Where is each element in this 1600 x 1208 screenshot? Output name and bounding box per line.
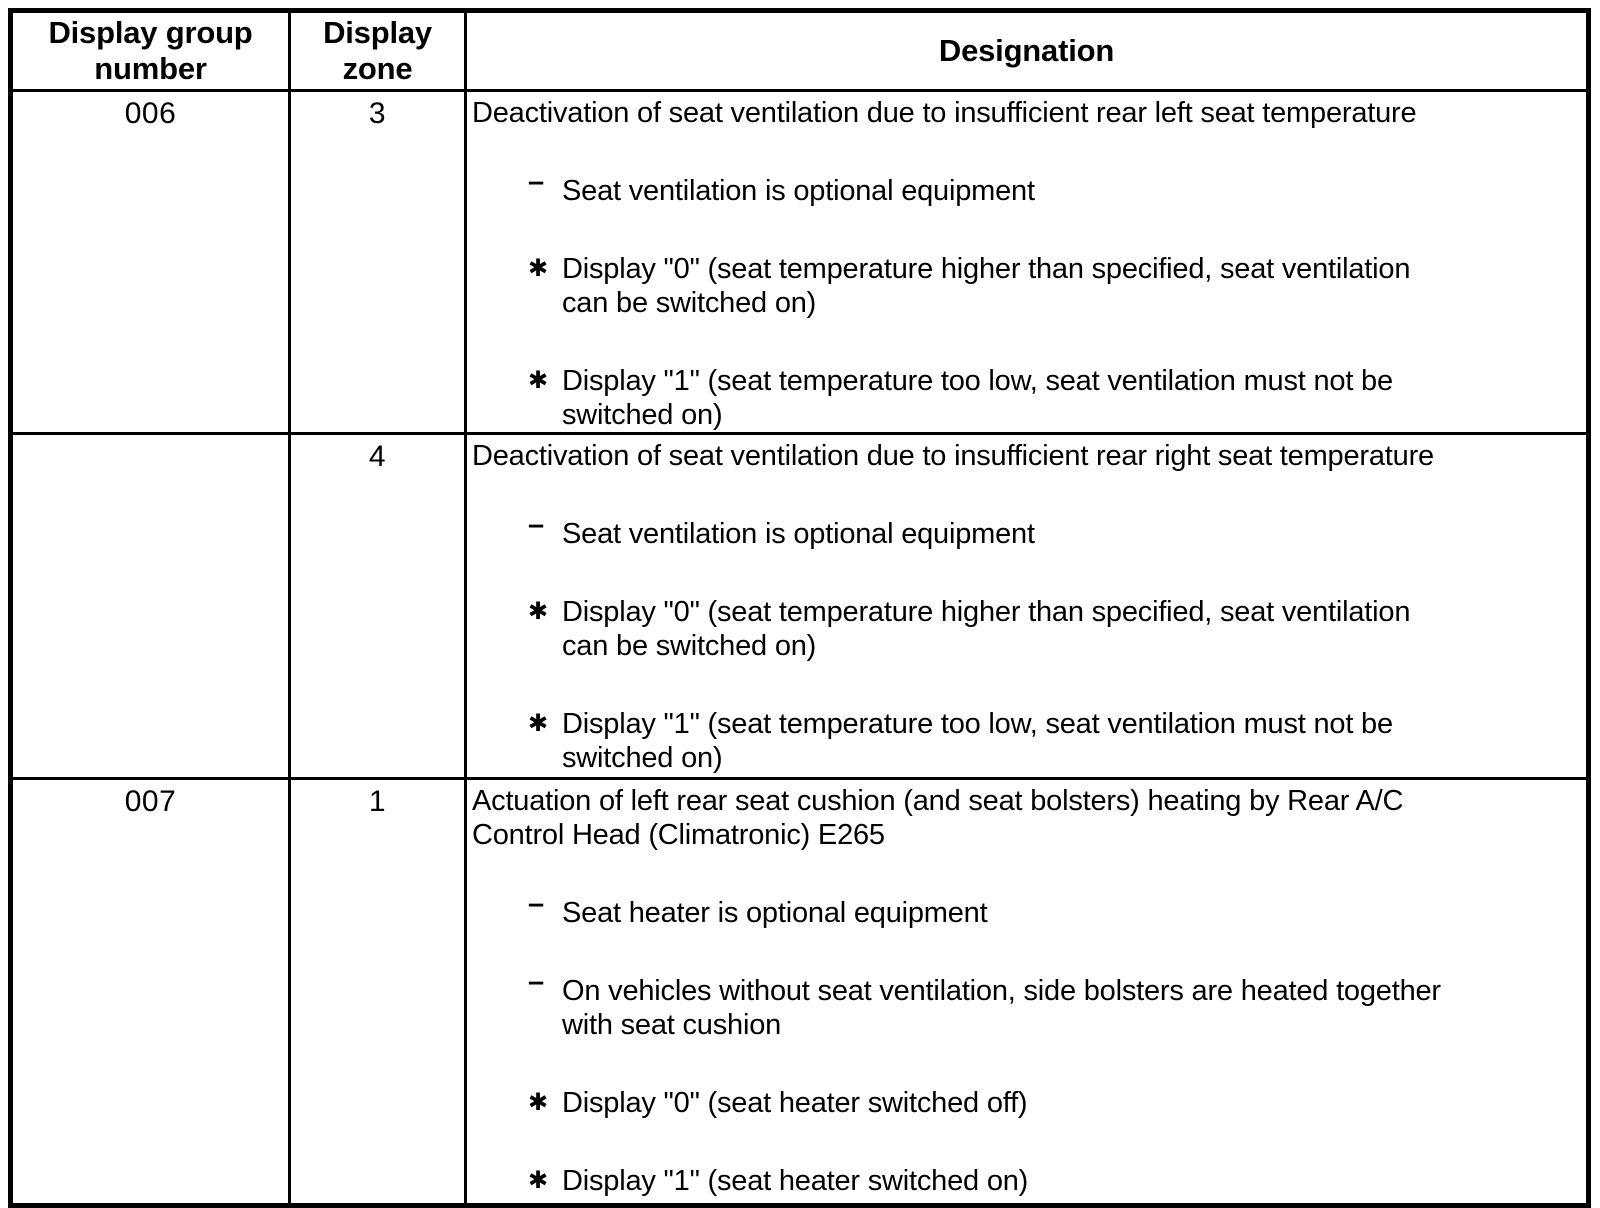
header-display-zone: Display zone bbox=[290, 11, 466, 91]
designation-title: Deactivation of seat ventilation due to insufficient rear right seat temperature bbox=[472, 439, 1578, 473]
dash-bullet-icon: – bbox=[528, 165, 562, 199]
star-bullet-icon: ✱ bbox=[528, 707, 562, 775]
table-row bbox=[11, 779, 1589, 1206]
list-item-text: On vehicles without seat ventilation, side bolsters are heated together with seat cushion bbox=[562, 974, 1578, 1042]
header-display-group-number: Display group number bbox=[11, 11, 290, 91]
designation-title: Deactivation of seat ventilation due to insufficient rear left seat temperature bbox=[472, 96, 1578, 130]
display-zone-cell: 4 bbox=[290, 434, 466, 779]
list-item-text: Display "1" (seat temperature too low, seat ventilation must not be switched on) bbox=[562, 364, 1578, 432]
list-item bbox=[472, 974, 1578, 1042]
list-item-text: Seat ventilation is optional equipment bbox=[562, 517, 1578, 551]
dash-bullet-icon: – bbox=[528, 508, 562, 542]
list-item bbox=[472, 517, 1578, 551]
list-item-text: Display "1" (seat temperature too low, seat ventilation must not be switched on) bbox=[562, 707, 1578, 775]
star-bullet-icon: ✱ bbox=[528, 1086, 562, 1120]
display-zone-cell: 1 bbox=[290, 779, 466, 1206]
star-bullet-icon: ✱ bbox=[528, 364, 562, 432]
dash-bullet-icon: – bbox=[528, 965, 562, 1033]
list-item bbox=[472, 896, 1578, 930]
list-item-text: Display "0" (seat temperature higher than specified, seat ventilation can be switched on) bbox=[562, 595, 1578, 663]
list-item-text: Display "0" (seat temperature higher than specified, seat ventilation can be switched on) bbox=[562, 252, 1578, 320]
display-group-number-cell: 006 bbox=[11, 91, 290, 434]
list-item-text: Display "0" (seat heater switched off) bbox=[562, 1086, 1578, 1120]
designation-cell bbox=[466, 779, 1589, 1206]
table-header-row bbox=[11, 11, 1589, 91]
display-group-number-cell bbox=[11, 434, 290, 779]
list-item-text: Seat ventilation is optional equipment bbox=[562, 174, 1578, 208]
header-designation: Designation bbox=[466, 11, 1589, 91]
table-row bbox=[11, 91, 1589, 434]
designation-cell bbox=[466, 434, 1589, 779]
star-bullet-icon: ✱ bbox=[528, 1164, 562, 1198]
star-bullet-icon: ✱ bbox=[528, 252, 562, 320]
display-zone-cell: 3 bbox=[290, 91, 466, 434]
list-item-text: Display "1" (seat heater switched on) bbox=[562, 1164, 1578, 1198]
list-item bbox=[472, 1164, 1578, 1198]
display-groups-table bbox=[8, 8, 1591, 1208]
dash-bullet-icon: – bbox=[528, 887, 562, 921]
display-group-number-cell: 007 bbox=[11, 779, 290, 1206]
list-item bbox=[472, 1086, 1578, 1120]
list-item bbox=[472, 595, 1578, 663]
list-item-text: Seat heater is optional equipment bbox=[562, 896, 1578, 930]
list-item bbox=[472, 364, 1578, 432]
list-item bbox=[472, 174, 1578, 208]
list-item bbox=[472, 707, 1578, 775]
list-item bbox=[472, 252, 1578, 320]
designation-cell bbox=[466, 91, 1589, 434]
table-row bbox=[11, 434, 1589, 779]
star-bullet-icon: ✱ bbox=[528, 595, 562, 663]
designation-title: Actuation of left rear seat cushion (and seat bolsters) heating by Rear A/C Control Head (Climatronic) E265 bbox=[472, 784, 1578, 852]
